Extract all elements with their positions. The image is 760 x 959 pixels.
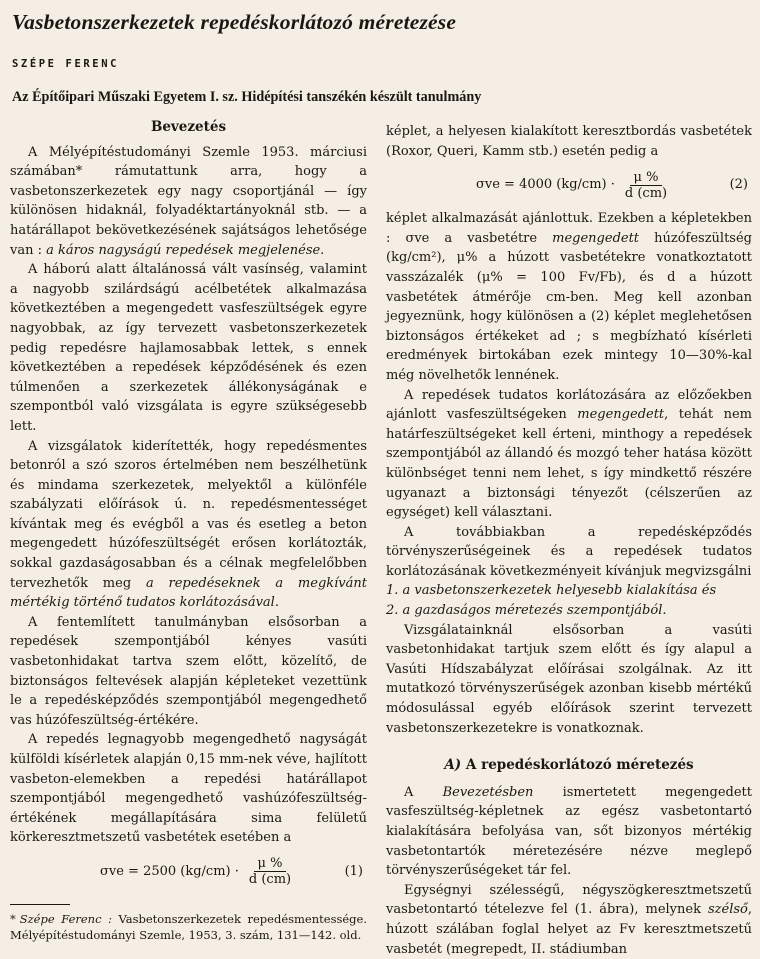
paragraph bbox=[10, 143, 367, 261]
paragraph-text: , húzott szálában foglal helyet az Fv keresztmetszetű vasbetét (megrepedt, II. stádiumban bbox=[386, 902, 752, 957]
paragraph: A továbbiakban a repedésképződés törvényszerűségeinek és a repedések tudatos korlátozásának következményeit kívánjuk megvizsgálni bbox=[386, 524, 752, 579]
paragraph-emphasis: megengedett bbox=[577, 407, 665, 423]
paragraph: képlet, a helyesen kialakított keresztbordás vasbetétek (Roxor, Queri, Kamm stb.) esetén pedig a bbox=[386, 124, 752, 159]
paragraph-text: ismertetett megengedett vasfeszültség-képletnek az egész vasbetontartó kialakítására befolyása van, sőt bizonyos mértékig vasbetontartók méretezésére nézve meglepő törvényszerűségeket tár fel. bbox=[386, 784, 752, 879]
fraction-numerator: μ % bbox=[254, 856, 287, 872]
fraction-denominator: d (cm) bbox=[248, 872, 292, 888]
paragraph: Vizsgálatainknál elsősorban a vasúti vasbetonhidakat tartjuk szem előtt és így alapul a Vasúti Hídszabályzat előírásai szolgálnak. Az itt mutatkozó törvényszerűségek azonban kisebb mértékű módosulással egyéb előírások szerint tervezett vasbetonszerkezetekre is vonatkoznak. bbox=[386, 622, 752, 736]
formula-fraction bbox=[245, 856, 295, 887]
goal-list bbox=[386, 581, 752, 620]
paragraph-text: , tehát nem határfeszültségeket kell érteni, minthogy a repedések szempontjából az állandó és mozgó teher hatása között különbséget tenni nem lehet, s így mindkettő részére ugyanazt a biztonsági tényezőt (célszerűen az egységet) kell választani. bbox=[386, 407, 752, 521]
equation-number: (2) bbox=[729, 177, 748, 193]
paragraph-text: képlet alkalmazását ajánlottuk. Ezekben a képletekben : σve a vasbetétre bbox=[386, 211, 752, 246]
paragraph-text: A repedések tudatos korlátozására az előzőekben ajánlott vasfeszültségeken bbox=[386, 387, 752, 423]
paragraph-text: Egységnyi szélességű, négyszögkeresztmetszetű vasbetontartó tételezve fel (1. ábra), melynek bbox=[386, 882, 752, 918]
paragraph-emphasis: a káros nagyságú repedések megjelenése. bbox=[46, 242, 325, 258]
formula-lhs: σve = 4000 (kg/cm) · bbox=[476, 177, 615, 193]
paragraph-text: A vizsgálatok kiderítették, hogy repedésmentes betonról a szó szoros értelmében nem beszélhetünk és mindama szerkezetek, melyektől a különféle szabályzati előírások ú. n. repedésmentességet kívántak meg és evégből a vas és esetleg a beton megengedett húzófeszültségét erősen korlátozták, sokkal gazdaságosabban és a célnak megfelelőbben tervezhetők meg bbox=[10, 438, 367, 591]
section-heading-a bbox=[386, 756, 752, 776]
section-letter: A) bbox=[444, 757, 462, 774]
paragraph-text: A bbox=[404, 784, 443, 800]
formula-1 bbox=[10, 854, 367, 890]
paragraph: A háború alatt általánossá vált vasínség, valamint a nagyobb szilárdságú acélbetétek alkalmazása következtében a megengedett vasfeszültségek egyre nagyobbak, az így tervezett vasbetonszerkezetek pedig repedésre hajlamosabbak lettek, s ennek következtében a repedések képződésének és ezen túlmenően a szerkezetek állékonyságának e szempontból való vizsgálata is egyre szükségesebb lett. bbox=[10, 262, 367, 434]
formula-expression bbox=[476, 170, 671, 201]
paragraph bbox=[10, 437, 367, 613]
paragraph: A fentemlített tanulmányban elsősorban a repedések szempontjából kényes vasúti vasbetonhidakat tartva szem előtt, közelítő, de biztonságos feltevések alapján képleteket vezettünk le a repedésképződés szempontjából megengedhető vas húzófeszültség-értékére. bbox=[10, 614, 367, 728]
fraction-denominator: d (cm) bbox=[624, 185, 668, 201]
paragraph-emphasis: megengedett bbox=[552, 230, 640, 246]
footnote-text: Vasbetonszerkezetek repedésmentessége. Mélyépítéstudományi Szemle, 1953, 3. szám, 131—142. old. bbox=[10, 911, 367, 942]
paragraph: A repedés legnagyobb megengedhető nagyságát külföldi kísérletek alapján 0,15 mm-nek véve, hajlított vasbeton-elemekben a repedési határállapot szempontjából megengedhető vashúzófeszültség-értékének megállapítására sima felületű körkeresztmetszetű vasbetétek esetében a bbox=[10, 732, 367, 846]
article-title: Vasbetonszerkezetek repedéskorlátozó méretezése bbox=[12, 10, 457, 34]
paragraph-emphasis: Bevezetésben bbox=[442, 784, 534, 800]
equation-number: (1) bbox=[344, 864, 363, 880]
paragraph-text: A Mélyépítéstudományi Szemle 1953. márciusi számában* rámutattunk arra, hogy a vasbetonszerkezetek egy nagy csoportjánál — így különösen hidaknál, folyadéktartányoknál stb. — a határállapot bekövetkezésének sajátságos lehetősége van : bbox=[10, 144, 367, 258]
left-column bbox=[10, 118, 367, 943]
list-item: 2. a gazdaságos méretezés szempontjából. bbox=[386, 603, 667, 619]
list-item: 1. a vasbetonszerkezetek helyesebb kialakítása és bbox=[386, 583, 717, 599]
formula-lhs: σve = 2500 (kg/cm) · bbox=[100, 864, 239, 880]
author-name: SZÉPE FERENC bbox=[12, 58, 120, 70]
right-column bbox=[386, 122, 752, 959]
footnote-divider bbox=[10, 904, 70, 905]
paragraph-emphasis: szélső bbox=[707, 902, 748, 918]
paragraph bbox=[386, 881, 752, 959]
paragraph bbox=[386, 209, 752, 385]
formula-expression bbox=[100, 856, 295, 887]
footnote-marker: * bbox=[10, 911, 16, 926]
paragraph bbox=[386, 386, 752, 523]
section-title: A repedéskorlátozó méretezés bbox=[461, 757, 694, 774]
formula-fraction bbox=[621, 170, 671, 201]
affiliation: Az Építőipari Műszaki Egyetem I. sz. Hidépítési tanszékén készült tanulmány bbox=[12, 89, 482, 105]
formula-2 bbox=[386, 167, 752, 203]
fraction-numerator: μ % bbox=[630, 170, 663, 186]
paragraph-text: húzófeszültség (kg/cm²), μ% a húzott vasbetétekre vonatkoztatott vasszázalék (μ% = 100 Fv/Fb), és d a húzott vasbetétek átmérője cm-ben. Meg kell azonban jegyeznünk, hogy különösen a (2) képlet meglehetősen biztonságos értékeket ad ; s megbízható kísérleti eredmények birtokában ezek mintegy 10—30%-kal még növelhetők lennének. bbox=[386, 230, 752, 383]
footnote bbox=[10, 911, 367, 943]
section-heading-introduction: Bevezetés bbox=[150, 119, 227, 135]
footnote-author: Szépe Ferenc : bbox=[19, 911, 112, 926]
paragraph bbox=[386, 783, 752, 881]
paragraph-emphasis: a repedéseknek a megkívánt mértékig történő tudatos korlátozásával. bbox=[10, 575, 367, 611]
